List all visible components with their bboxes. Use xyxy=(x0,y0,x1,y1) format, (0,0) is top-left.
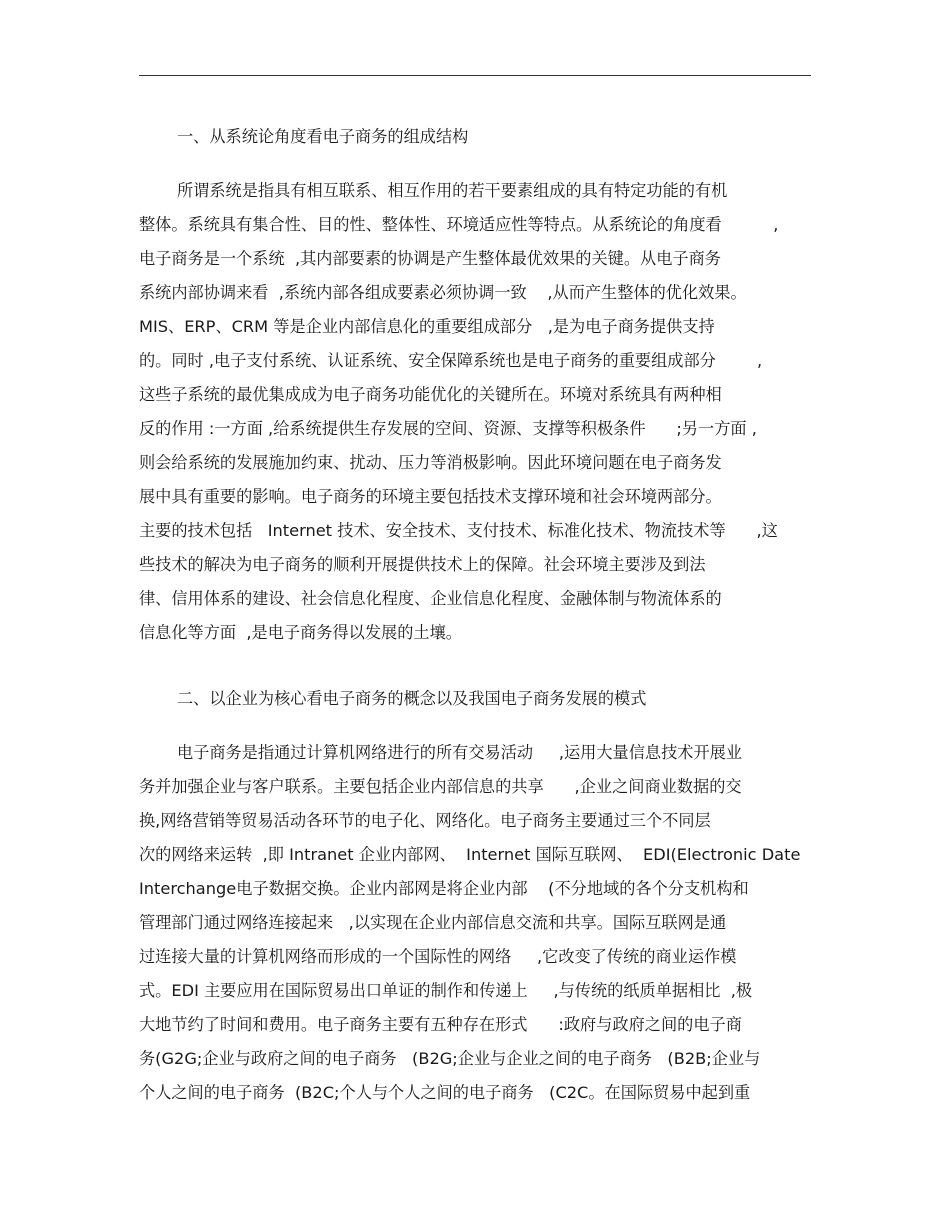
paragraph-line: 换,网络营销等贸易活动各环节的电子化、网络化。电子商务主要通过三个不同层 xyxy=(139,811,711,830)
paragraph-line: 个人之间的电子商务 (B2C;个人与个人之间的电子商务 (C2C。在国际贸易中起到重 xyxy=(139,1083,751,1102)
paragraph-line: 展中具有重要的影响。电子商务的环境主要包括技术支撑环境和社会环境两部分。 xyxy=(139,487,722,506)
paragraph-line: 这些子系统的最优集成成为电子商务功能优化的关键所在。环境对系统具有两种相 xyxy=(139,385,722,404)
paragraph-line: 电子商务是一个系统 ,其内部要素的协调是产生整体最优效果的关键。从电子商务 xyxy=(139,249,721,268)
paragraph-line: MIS、ERP、CRM 等是企业内部信息化的重要组成部分 ,是为电子商务提供支持 xyxy=(139,317,715,336)
paragraph-line: 整体。系统具有集合性、目的性、整体性、环境适应性等特点。从系统论的角度看 , xyxy=(139,215,779,234)
paragraph-line: 主要的技术包括 Internet 技术、安全技术、支付技术、标准化技术、物流技术等 ,这 xyxy=(139,521,778,540)
paragraph-line: 式。EDI 主要应用在国际贸易出口单证的制作和传递上 ,与传统的纸质单据相比 ,极 xyxy=(139,981,753,1000)
paragraph-line: 所谓系统是指具有相互联系、相互作用的若干要素组成的具有特定功能的有机 xyxy=(177,181,728,200)
paragraph-line: 过连接大量的计算机网络而形成的一个国际性的网络 ,它改变了传统的商业运作模 xyxy=(139,947,737,966)
paragraph-line: 电子商务是指通过计算机网络进行的所有交易活动 ,运用大量信息技术开展业 xyxy=(177,743,743,762)
section-heading-2: 二、以企业为核心看电子商务的概念以及我国电子商务发展的模式 xyxy=(177,689,647,708)
paragraph-line: 反的作用 :一方面 ,给系统提供生存发展的空间、资源、支撑等积极条件 ;另一方面 , xyxy=(139,419,757,438)
paragraph-line: 大地节约了时间和费用。电子商务主要有五种存在形式 :政府与政府之间的电子商 xyxy=(139,1015,742,1034)
paragraph-line: 些技术的解决为电子商务的顺利开展提供技术上的保障。社会环境主要涉及到法 xyxy=(139,555,706,574)
paragraph-line: 次的网络来运转 ,即 Intranet 企业内部网、 Internet 国际互联网、 EDI(Electronic Date xyxy=(139,845,801,864)
paragraph-line: 信息化等方面 ,是电子商务得以发展的土壤。 xyxy=(139,623,462,642)
paragraph-line: 务并加强企业与客户联系。主要包括企业内部信息的共享 ,企业之间商业数据的交 xyxy=(139,777,742,796)
paragraph-line: 系统内部协调来看 ,系统内部各组成要素必须协调一致 ,从而产生整体的优化效果。 xyxy=(139,283,747,302)
paragraph-line: 律、信用体系的建设、社会信息化程度、企业信息化程度、金融体制与物流体系的 xyxy=(139,589,722,608)
paragraph-line: 务(G2G;企业与政府之间的电子商务 (B2G;企业与企业之间的电子商务 (B2B;企业与 xyxy=(139,1049,761,1068)
section-heading-1: 一、从系统论角度看电子商务的组成结构 xyxy=(177,127,469,146)
paragraph-line: 管理部门通过网络连接起来 ,以实现在企业内部信息交流和共享。国际互联网是通 xyxy=(139,913,727,932)
paragraph-line: Interchange电子数据交换。企业内部网是将企业内部 (不分地域的各个分支机构和 xyxy=(139,879,749,898)
paragraph-line: 的。同时 ,电子支付系统、认证系统、安全保障系统也是电子商务的重要组成部分 , xyxy=(139,351,763,370)
paragraph-line: 则会给系统的发展施加约束、扰动、压力等消极影响。因此环境问题在电子商务发 xyxy=(139,453,722,472)
